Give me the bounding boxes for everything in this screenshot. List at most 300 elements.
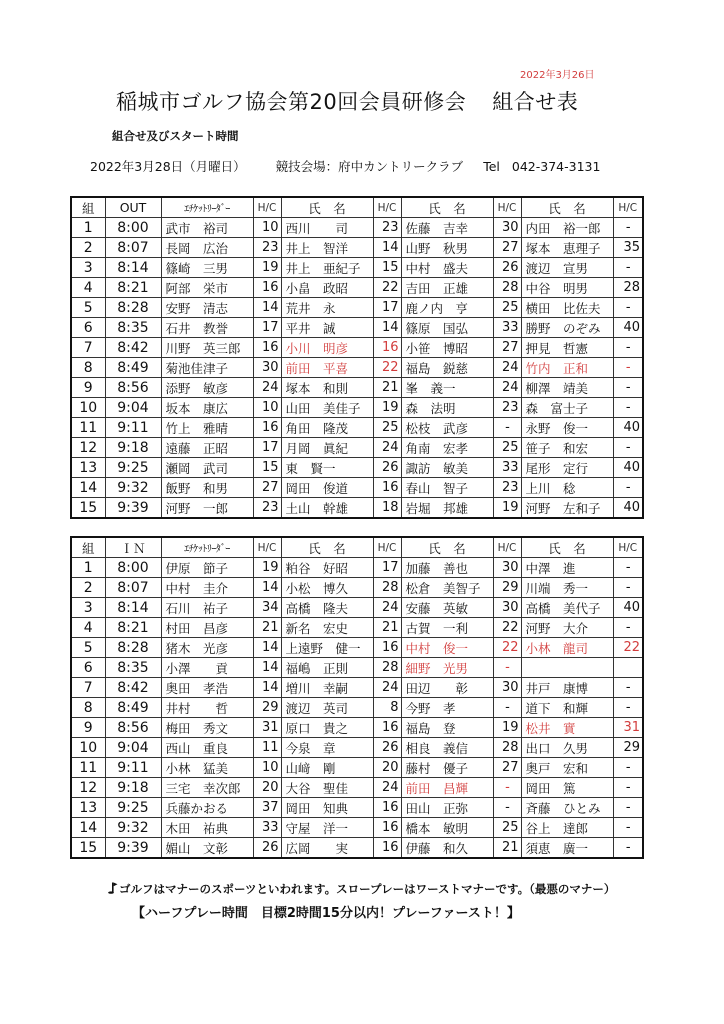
- table-row: [71, 758, 643, 778]
- player-name: 河野 左和子: [521, 498, 613, 519]
- start-time: 9:11: [105, 418, 161, 438]
- column-header: 氏 名: [281, 537, 373, 558]
- handicap: -: [613, 398, 643, 418]
- column-header: H/C: [253, 537, 281, 558]
- player-name: 小畠 政昭: [281, 278, 373, 298]
- column-header: 氏 名: [521, 537, 613, 558]
- player-name: 岡田 知典: [281, 798, 373, 818]
- player-name: 福嶋 正則: [281, 658, 373, 678]
- group-number: 14: [71, 478, 105, 498]
- handicap: 21: [373, 618, 401, 638]
- table-row: [71, 598, 643, 618]
- start-time: 8:28: [105, 298, 161, 318]
- player-name: 川端 秀一: [521, 578, 613, 598]
- handicap: -: [613, 558, 643, 578]
- player-name: 前田 平喜: [281, 358, 373, 378]
- player-name: 細野 光男: [401, 658, 493, 678]
- player-name: 中村 盛夫: [401, 258, 493, 278]
- handicap: 22: [373, 358, 401, 378]
- handicap: 21: [253, 618, 281, 638]
- handicap: -: [613, 298, 643, 318]
- handicap: -: [493, 418, 521, 438]
- handicap: 24: [253, 378, 281, 398]
- handicap: -: [493, 658, 521, 678]
- table-row: [71, 738, 643, 758]
- handicap: 22: [493, 638, 521, 658]
- player-name: 河野 大介: [521, 618, 613, 638]
- player-name: 出口 久男: [521, 738, 613, 758]
- start-time: 9:04: [105, 738, 161, 758]
- etiquette-leader: 遠藤 正昭: [161, 438, 253, 458]
- handicap: 19: [493, 718, 521, 738]
- handicap: -: [493, 698, 521, 718]
- group-number: 1: [71, 218, 105, 238]
- table-row: [71, 638, 643, 658]
- etiquette-leader: 飯野 和男: [161, 478, 253, 498]
- table-row: [71, 278, 643, 298]
- player-name: 今泉 章: [281, 738, 373, 758]
- title-suffix: 組合せ表: [492, 90, 579, 114]
- player-name: 小笹 博昭: [401, 338, 493, 358]
- handicap: 29: [613, 738, 643, 758]
- group-number: 1: [71, 558, 105, 578]
- handicap: 22: [493, 618, 521, 638]
- target-note: 【ハーフプレー時間 目標2時間15分以内！プレーファースト！】: [132, 906, 520, 921]
- player-name: 福島 登: [401, 718, 493, 738]
- player-name: 山田 美佳子: [281, 398, 373, 418]
- column-header: ｴﾁｹｯﾄﾘｰﾀﾞｰ: [161, 537, 253, 558]
- handicap: 16: [373, 838, 401, 859]
- handicap: 20: [373, 758, 401, 778]
- player-name: 田辺 彰: [401, 678, 493, 698]
- group-number: 7: [71, 338, 105, 358]
- etiquette-leader: 村田 昌彦: [161, 618, 253, 638]
- handicap: 22: [373, 278, 401, 298]
- handicap: 29: [253, 698, 281, 718]
- player-name: 内田 裕一郎: [521, 218, 613, 238]
- etiquette-leader: 阿部 栄市: [161, 278, 253, 298]
- column-header: 氏 名: [401, 197, 493, 218]
- group-number: 9: [71, 718, 105, 738]
- group-number: 6: [71, 658, 105, 678]
- etiquette-leader: 坂本 康広: [161, 398, 253, 418]
- handicap: -: [613, 438, 643, 458]
- handicap: 25: [493, 438, 521, 458]
- table-row: [71, 258, 643, 278]
- start-time: 8:28: [105, 638, 161, 658]
- player-name: 渡辺 英司: [281, 698, 373, 718]
- handicap: 16: [373, 818, 401, 838]
- start-time: 8:49: [105, 698, 161, 718]
- group-number: 7: [71, 678, 105, 698]
- column-header: H/C: [613, 197, 643, 218]
- player-name: 山野 秋男: [401, 238, 493, 258]
- player-name: 諏訪 敏美: [401, 458, 493, 478]
- table-row: [71, 398, 643, 418]
- handicap: 26: [373, 458, 401, 478]
- handicap: 14: [253, 658, 281, 678]
- etiquette-leader: 媚山 文彰: [161, 838, 253, 859]
- etiquette-leader: 長岡 広治: [161, 238, 253, 258]
- table-row: [71, 338, 643, 358]
- handicap: 30: [493, 558, 521, 578]
- handicap: 27: [253, 478, 281, 498]
- in-pairing-table: [70, 536, 644, 859]
- player-name: 奥戸 宏和: [521, 758, 613, 778]
- etiquette-leader: 井村 哲: [161, 698, 253, 718]
- group-number: 8: [71, 358, 105, 378]
- issue-date: 2022年3月26日: [520, 70, 595, 81]
- handicap: 30: [493, 218, 521, 238]
- handicap: 34: [253, 598, 281, 618]
- start-time: 8:14: [105, 598, 161, 618]
- player-name: 荒井 永: [281, 298, 373, 318]
- handicap: 14: [253, 678, 281, 698]
- handicap: 21: [493, 838, 521, 859]
- start-time: 9:04: [105, 398, 161, 418]
- handicap: 19: [493, 498, 521, 519]
- start-time: 8:21: [105, 278, 161, 298]
- table-row: [71, 418, 643, 438]
- subtitle: 組合せ及びスタート時間: [112, 129, 239, 143]
- handicap: 26: [373, 738, 401, 758]
- player-name: 平井 誠: [281, 318, 373, 338]
- handicap: 16: [253, 278, 281, 298]
- player-name: 勝野 のぞみ: [521, 318, 613, 338]
- etiquette-leader: 伊原 節子: [161, 558, 253, 578]
- start-time: 9:32: [105, 818, 161, 838]
- player-name: 上川 稔: [521, 478, 613, 498]
- start-time: 9:18: [105, 438, 161, 458]
- handicap: 14: [253, 638, 281, 658]
- column-header: H/C: [613, 537, 643, 558]
- player-name: 松倉 美智子: [401, 578, 493, 598]
- handicap: 18: [373, 498, 401, 519]
- handicap: 25: [373, 418, 401, 438]
- table-row: [71, 358, 643, 378]
- column-header: OUT: [105, 197, 161, 218]
- start-time: 8:07: [105, 238, 161, 258]
- player-name: 道下 和輝: [521, 698, 613, 718]
- handicap: 28: [493, 738, 521, 758]
- table-row: [71, 458, 643, 478]
- start-time: 9:39: [105, 838, 161, 859]
- player-name: 塚本 和則: [281, 378, 373, 398]
- column-header: 氏 名: [281, 197, 373, 218]
- player-name: 土山 幹雄: [281, 498, 373, 519]
- player-name: 山﨑 剛: [281, 758, 373, 778]
- player-name: 上遠野 健一: [281, 638, 373, 658]
- start-time: 8:49: [105, 358, 161, 378]
- handicap: -: [613, 818, 643, 838]
- handicap: 14: [253, 578, 281, 598]
- group-number: 13: [71, 458, 105, 478]
- etiquette-leader: 瀬岡 武司: [161, 458, 253, 478]
- etiquette-leader: 河野 一郎: [161, 498, 253, 519]
- group-number: 4: [71, 278, 105, 298]
- handicap: 31: [613, 718, 643, 738]
- start-time: 8:14: [105, 258, 161, 278]
- handicap: -: [613, 698, 643, 718]
- handicap: 30: [493, 598, 521, 618]
- manner-note-text: ゴルフはマナーのスポーツといわれます。スロープレーはワーストマナーです。（最悪のマナー）: [119, 882, 616, 896]
- handicap: 35: [613, 238, 643, 258]
- player-name: 鹿ノ内 亨: [401, 298, 493, 318]
- handicap: -: [613, 378, 643, 398]
- player-name: 渡辺 宣男: [521, 258, 613, 278]
- player-name: 岡田 俊道: [281, 478, 373, 498]
- handicap: 25: [493, 298, 521, 318]
- handicap: 27: [493, 238, 521, 258]
- table-row: [71, 478, 643, 498]
- handicap: 28: [373, 658, 401, 678]
- group-number: 6: [71, 318, 105, 338]
- handicap: 24: [373, 438, 401, 458]
- handicap: 11: [253, 738, 281, 758]
- handicap: 40: [613, 498, 643, 519]
- handicap: -: [613, 798, 643, 818]
- player-name: 尾形 定行: [521, 458, 613, 478]
- player-name: 柳澤 靖美: [521, 378, 613, 398]
- player-name: 森 法明: [401, 398, 493, 418]
- handicap: -: [613, 358, 643, 378]
- handicap: 27: [493, 338, 521, 358]
- handicap: 40: [613, 598, 643, 618]
- player-name: 橋本 敏明: [401, 818, 493, 838]
- player-name: 新名 宏史: [281, 618, 373, 638]
- player-name: 中澤 進: [521, 558, 613, 578]
- venue: 競技会場：府中カントリークラブ: [275, 159, 464, 174]
- handicap: 10: [253, 218, 281, 238]
- start-time: 9:32: [105, 478, 161, 498]
- player-name: 田山 正弥: [401, 798, 493, 818]
- player-name: 相良 義信: [401, 738, 493, 758]
- player-name: 原口 貴之: [281, 718, 373, 738]
- handicap: 24: [373, 598, 401, 618]
- player-name: 角南 宏孝: [401, 438, 493, 458]
- player-name: 福島 鋭慈: [401, 358, 493, 378]
- group-number: 9: [71, 378, 105, 398]
- group-number: 4: [71, 618, 105, 638]
- handicap: 40: [613, 458, 643, 478]
- player-name: 松井 實: [521, 718, 613, 738]
- handicap: 33: [493, 458, 521, 478]
- table-header-row: [71, 537, 643, 558]
- handicap: 37: [253, 798, 281, 818]
- start-time: 9:39: [105, 498, 161, 519]
- etiquette-leader: 小林 猛美: [161, 758, 253, 778]
- start-time: 8:42: [105, 678, 161, 698]
- player-name: 塚本 恵理子: [521, 238, 613, 258]
- tel-number: 042-374-3131: [511, 159, 601, 174]
- column-header: H/C: [373, 537, 401, 558]
- table-row: [71, 718, 643, 738]
- player-name: 横田 比佐夫: [521, 298, 613, 318]
- player-name: 広岡 実: [281, 838, 373, 859]
- table-row: [71, 318, 643, 338]
- table-row: [71, 378, 643, 398]
- handicap: 22: [613, 638, 643, 658]
- player-name: 松枝 武彦: [401, 418, 493, 438]
- player-name: 岡田 篤: [521, 778, 613, 798]
- player-name: 大谷 聖佳: [281, 778, 373, 798]
- player-name: 小松 博久: [281, 578, 373, 598]
- player-name: 篠原 国弘: [401, 318, 493, 338]
- group-number: 2: [71, 238, 105, 258]
- handicap: 28: [613, 278, 643, 298]
- etiquette-leader: 西山 重良: [161, 738, 253, 758]
- player-name: 守屋 洋一: [281, 818, 373, 838]
- player-name: 高橋 美代子: [521, 598, 613, 618]
- player-name: 増川 幸嗣: [281, 678, 373, 698]
- player-name: 粕谷 好昭: [281, 558, 373, 578]
- start-time: 9:11: [105, 758, 161, 778]
- group-number: 13: [71, 798, 105, 818]
- golf-flag-icon: [108, 882, 118, 894]
- group-number: 10: [71, 738, 105, 758]
- player-name: 東 賢一: [281, 458, 373, 478]
- handicap: 14: [373, 238, 401, 258]
- table-row: [71, 498, 643, 519]
- start-time: 9:18: [105, 778, 161, 798]
- table-row: [71, 678, 643, 698]
- handicap: 40: [613, 418, 643, 438]
- handicap: 21: [373, 378, 401, 398]
- handicap: 19: [253, 258, 281, 278]
- player-name: 笹子 和宏: [521, 438, 613, 458]
- player-name: 加藤 善也: [401, 558, 493, 578]
- group-number: 15: [71, 498, 105, 519]
- handicap: 15: [373, 258, 401, 278]
- handicap: 16: [373, 718, 401, 738]
- player-name: 谷上 達郎: [521, 818, 613, 838]
- player-name: 小林 龍司: [521, 638, 613, 658]
- group-number: 5: [71, 298, 105, 318]
- handicap: 26: [493, 258, 521, 278]
- table-row: [71, 558, 643, 578]
- handicap: -: [613, 678, 643, 698]
- player-name: 井戸 康博: [521, 678, 613, 698]
- player-name: 前田 昌輝: [401, 778, 493, 798]
- handicap: 28: [373, 578, 401, 598]
- handicap: 19: [253, 558, 281, 578]
- group-number: 5: [71, 638, 105, 658]
- handicap: 23: [373, 218, 401, 238]
- handicap: 26: [253, 838, 281, 859]
- handicap: 30: [253, 358, 281, 378]
- table-row: [71, 838, 643, 859]
- handicap: 17: [373, 558, 401, 578]
- handicap: 23: [493, 478, 521, 498]
- handicap: 24: [373, 678, 401, 698]
- group-number: 10: [71, 398, 105, 418]
- handicap: 30: [493, 678, 521, 698]
- info-line: [90, 157, 600, 175]
- player-name: 春山 智子: [401, 478, 493, 498]
- handicap: 19: [373, 398, 401, 418]
- etiquette-leader: 川野 英三郎: [161, 338, 253, 358]
- page-title: [116, 86, 578, 116]
- player-name: 角田 隆茂: [281, 418, 373, 438]
- player-name: 佐藤 吉幸: [401, 218, 493, 238]
- handicap: 23: [253, 238, 281, 258]
- handicap: 16: [253, 338, 281, 358]
- player-name: 井上 亜紀子: [281, 258, 373, 278]
- etiquette-leader: 安野 清志: [161, 298, 253, 318]
- table-row: [71, 578, 643, 598]
- handicap: 17: [253, 438, 281, 458]
- etiquette-leader: 中村 圭介: [161, 578, 253, 598]
- group-number: 2: [71, 578, 105, 598]
- column-header: ＩＮ: [105, 537, 161, 558]
- handicap: 23: [253, 498, 281, 519]
- player-name: 小川 明彦: [281, 338, 373, 358]
- tel-label: Tel: [483, 159, 500, 174]
- etiquette-leader: 菊池佳津子: [161, 358, 253, 378]
- player-name: 今野 孝: [401, 698, 493, 718]
- handicap: -: [613, 618, 643, 638]
- handicap: -: [613, 838, 643, 859]
- handicap: 10: [253, 398, 281, 418]
- handicap: 14: [373, 318, 401, 338]
- handicap: 15: [253, 458, 281, 478]
- column-header: H/C: [493, 537, 521, 558]
- start-time: 8:42: [105, 338, 161, 358]
- player-name: [521, 658, 613, 678]
- player-name: 峯 義一: [401, 378, 493, 398]
- group-number: 3: [71, 258, 105, 278]
- handicap: 10: [253, 758, 281, 778]
- handicap: 28: [493, 278, 521, 298]
- etiquette-leader: 木田 祐典: [161, 818, 253, 838]
- table-row: [71, 778, 643, 798]
- handicap: [613, 658, 643, 678]
- table-row: [71, 698, 643, 718]
- handicap: -: [613, 758, 643, 778]
- player-name: 西川 司: [281, 218, 373, 238]
- handicap: -: [613, 338, 643, 358]
- group-number: 12: [71, 438, 105, 458]
- group-number: 14: [71, 818, 105, 838]
- table-header-row: [71, 197, 643, 218]
- etiquette-leader: 武市 裕司: [161, 218, 253, 238]
- etiquette-leader: 猪木 光彦: [161, 638, 253, 658]
- group-number: 15: [71, 838, 105, 859]
- table-row: [71, 438, 643, 458]
- group-number: 8: [71, 698, 105, 718]
- handicap: 16: [373, 338, 401, 358]
- start-time: 8:56: [105, 718, 161, 738]
- start-time: 9:25: [105, 798, 161, 818]
- start-time: 9:25: [105, 458, 161, 478]
- start-time: 8:07: [105, 578, 161, 598]
- handicap: -: [613, 578, 643, 598]
- player-name: 中谷 明男: [521, 278, 613, 298]
- etiquette-leader: 竹上 雅晴: [161, 418, 253, 438]
- start-time: 8:35: [105, 658, 161, 678]
- handicap: -: [493, 798, 521, 818]
- handicap: 33: [493, 318, 521, 338]
- start-time: 8:35: [105, 318, 161, 338]
- etiquette-leader: 三宅 幸次郎: [161, 778, 253, 798]
- player-name: 古賀 一利: [401, 618, 493, 638]
- handicap: -: [493, 778, 521, 798]
- handicap: 25: [493, 818, 521, 838]
- start-time: 8:21: [105, 618, 161, 638]
- column-header: H/C: [373, 197, 401, 218]
- player-name: 中村 俊一: [401, 638, 493, 658]
- etiquette-leader: 梅田 秀文: [161, 718, 253, 738]
